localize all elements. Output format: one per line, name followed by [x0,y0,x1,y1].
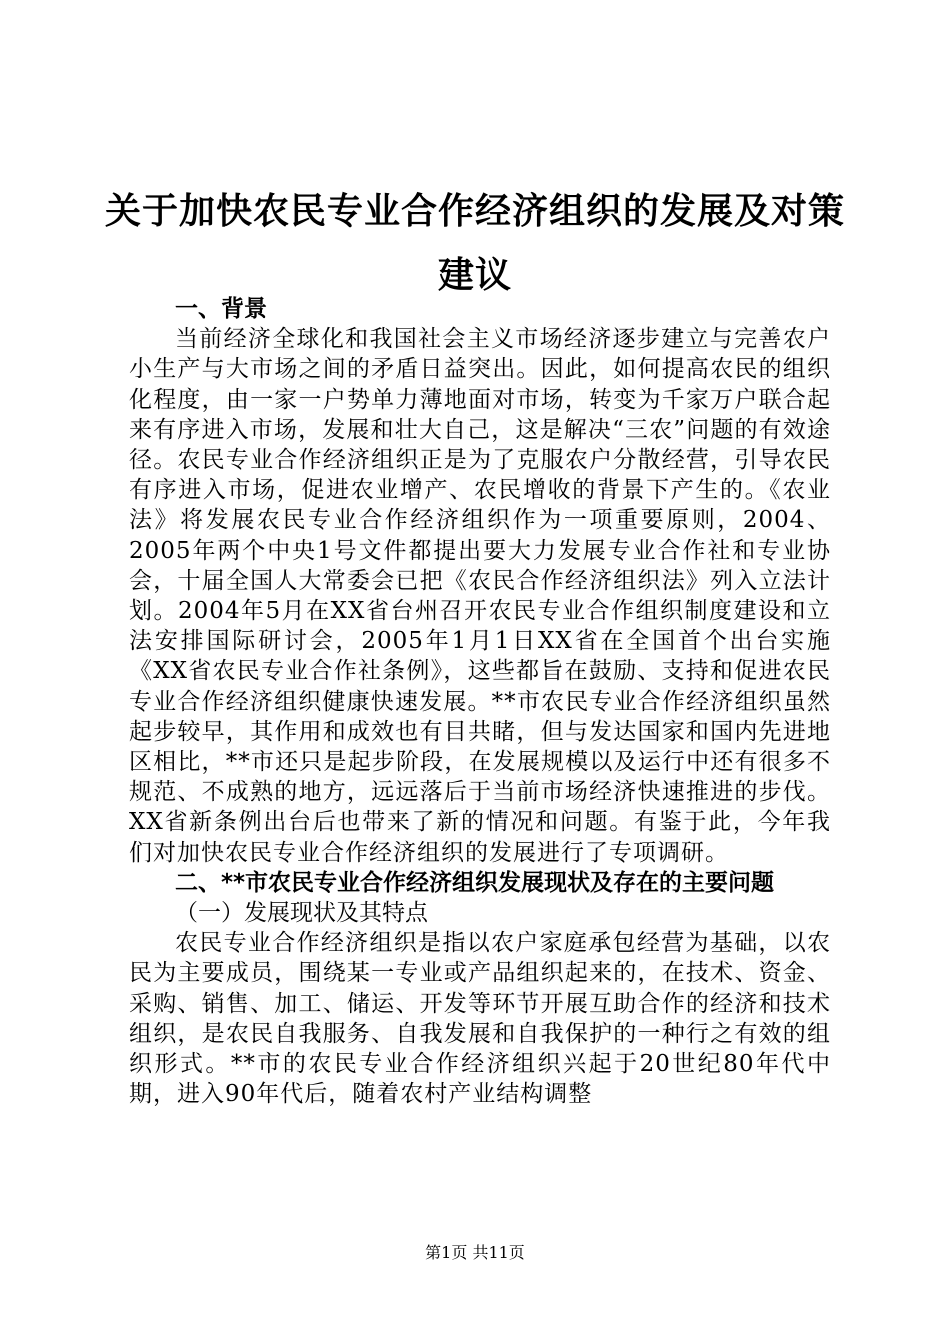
section-heading-status-problems: 二、**市农民专业合作经济组织发展现状及存在的主要问题 [175,869,775,896]
page-number-footer: 第1页 共11页 [425,1243,525,1262]
paragraph-background: 当前经济全球化和我国社会主义市场经济逐步建立与完善农户小生产与大市场之间的矛盾日益突出。因此，如何提高农民的组织化程度，由一家一户势单力薄地面对市场，转变为千家万户联合起来有序进入市场，发展和壮大自己，这是解决“三农”问题的有效途径。农民专业合作经济组织正是为了克服农户分散经营，引导农民有序进入市场，促进农业增产、农民增收的背景下产生的。《农业法》将发展农民专业合作经济组织作为一项重要原则，2004、2005年两个中央1号文件都提出要大力发展专业合作社和专业协会，十届全国人大常委会已把《农民合作经济组织法》列入立法计划。2004年5月在XX省台州召开农民专业合作组织制度建设和立法安排国际研讨会，2005年1月1日XX省在全国首个出台实施《XX省农民专业合作社条例》，这些都旨在鼓励、支持和促进农民专业合作经济组织健康快速发展。**市农民专业合作经济组织虽然起步较早，其作用和成效也有目共睹，但与发达国家和国内先进地区相比，**市还只是起步阶段，在发展规模以及运行中还有很多不规范、不成熟的地方，远远落后于当前市场经济快速推进的步伐。XX省新条例出台后也带来了新的情况和问题。有鉴于此，今年我们对加快农民专业合作经济组织的发展进行了专项调研。 [129,326,831,866]
subsection-heading-status: （一）发展现状及其特点 [175,900,428,927]
document-title: 关于加快农民专业合作经济组织的发展及对策建议 [104,191,845,296]
paragraph-status: 农民专业合作经济组织是指以农户家庭承包经营为基础，以农民为主要成员，围绕某一专业或产品组织起来的，在技术、资金、采购、销售、加工、储运、开发等环节开展互助合作的经济和技术组织，是农民自我服务、自我发展和自我保护的一种行之有效的组织形式。**市的农民专业合作经济组织兴起于20世纪80年代中期，进入90年代后，随着农村产业结构调整 [129,930,831,1108]
section-heading-background: 一、背景 [175,296,267,322]
document-body [129,294,831,1109]
